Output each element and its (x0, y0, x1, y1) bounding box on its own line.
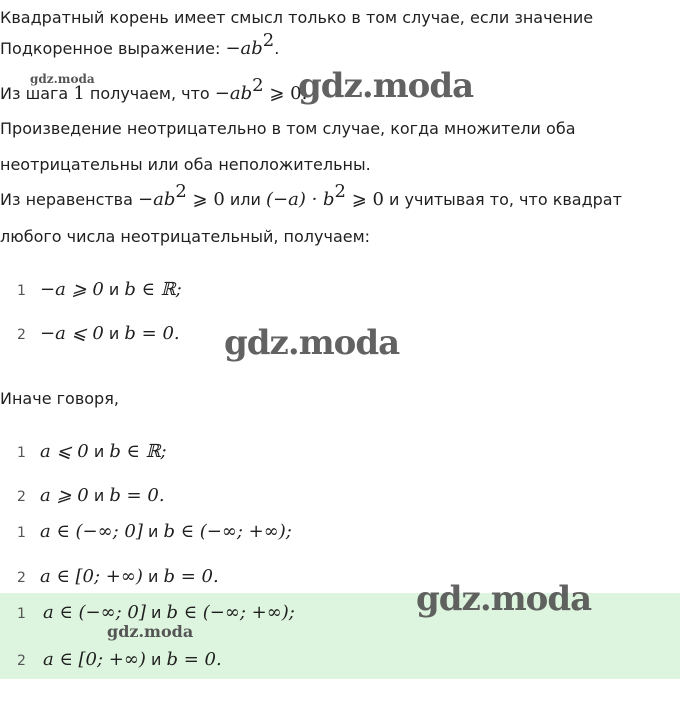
text-line-5: неотрицательны или оба неположительны. (0, 155, 371, 174)
watermark-logo: gdz.moda (298, 66, 474, 106)
otherwise-text: Иначе говоря, (0, 389, 119, 408)
text-line-1: Квадратный корень имеет смысл только в том случае, если значение (0, 8, 594, 27)
text-line-4: Произведение неотрицательно в том случае, когда множители оба (0, 119, 576, 138)
item-content: a ∈ [0; +∞) и b = 0. (43, 649, 222, 670)
item-content: a ∈ [0; +∞) и b = 0. (40, 566, 219, 587)
item-content: a ⩽ 0 и b ∈ ℝ; (40, 441, 167, 462)
text-line-6: Из неравенства $-ab^2$ ⩾ 0 или $(-a) \cdot b^2$ ⩾ 0 и учитывая то, что квадрат (0, 181, 622, 210)
watermark-logo: gdz.moda (416, 579, 592, 619)
watermark-logo: gdz.moda (224, 323, 400, 363)
item-number: 2 (17, 327, 26, 343)
item-content: a ∈ (−∞; 0] и b ∈ (−∞; +∞); (43, 602, 295, 623)
item-content: a ∈ (−∞; 0] и b ∈ (−∞; +∞); (40, 521, 292, 542)
item-content: a ⩾ 0 и b = 0. (40, 485, 165, 506)
text-line-7: любого числа неотрицательный, получаем: (0, 227, 371, 246)
watermark-logo: gdz.moda (107, 622, 194, 641)
item-content: −a ⩽ 0 и b = 0. (40, 323, 180, 344)
item-number: 2 (17, 653, 26, 669)
item-number: 2 (17, 570, 26, 586)
text-line-2: Подкоренное выражение: $-ab^2$. (0, 30, 280, 59)
watermark-logo: gdz.moda (30, 72, 95, 86)
item-number: 2 (17, 489, 26, 505)
text-line-3: Из шага 1 получаем, что $-ab^2$ ⩾ 0. (0, 75, 308, 104)
item-number: 1 (17, 525, 26, 541)
item-number: 1 (17, 283, 26, 299)
item-number: 1 (17, 606, 26, 622)
item-content: −a ⩾ 0 и b ∈ ℝ; (40, 279, 182, 300)
item-number: 1 (17, 445, 26, 461)
